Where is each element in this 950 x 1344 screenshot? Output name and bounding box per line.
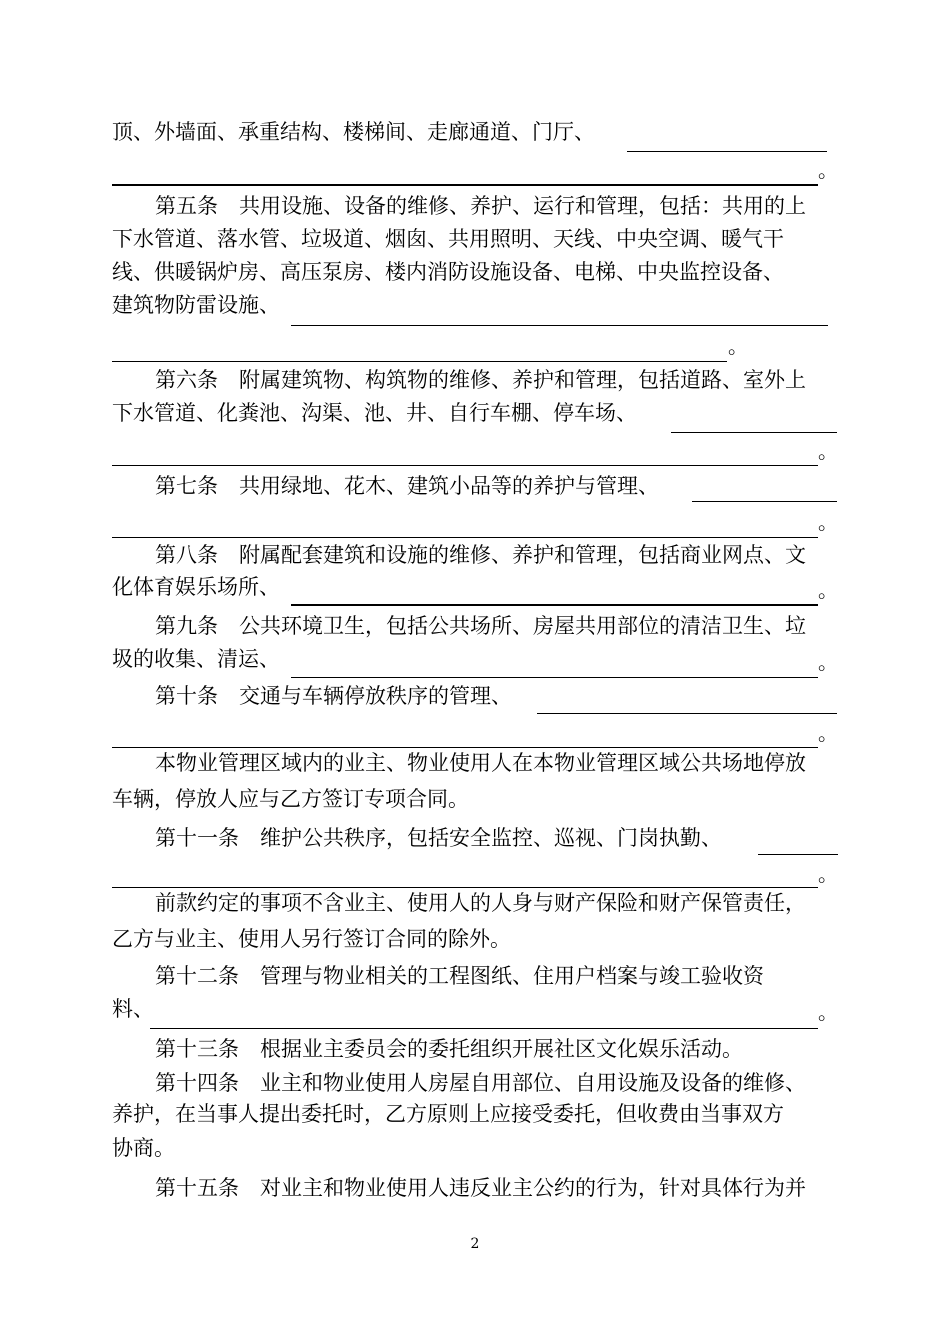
- article-5-line: 建筑物防雷设施、: [112, 293, 280, 317]
- article-12-line: 料、: [112, 997, 154, 1021]
- fill-blank-line: [112, 184, 818, 186]
- period: 。: [818, 721, 838, 745]
- fill-blank-line: [692, 501, 837, 502]
- fill-blank-line: [112, 887, 818, 888]
- article-11-line: 第十一条 维护公共秩序，包括安全监控、巡视、门岗执勤、: [155, 826, 722, 850]
- fill-blank-line: [291, 604, 818, 606]
- period: 。: [818, 510, 838, 534]
- period: 。: [728, 334, 748, 358]
- fill-blank-line: [537, 713, 837, 714]
- article-9-line: 第九条 公共环境卫生，包括公共场所、房屋共用部位的清洁卫生、垃: [155, 614, 806, 638]
- fill-blank-line: [112, 465, 818, 466]
- article-8-line: 第八条 附属配套建筑和设施的维修、养护和管理，包括商业网点、文: [155, 543, 806, 567]
- fill-blank-line: [112, 537, 818, 538]
- period: 。: [818, 439, 838, 463]
- fill-blank-line: [150, 1028, 818, 1029]
- text-line: 顶、外墙面、承重结构、楼梯间、走廊通道、门厅、: [112, 120, 595, 144]
- article-15-line: 第十五条 对业主和物业使用人违反业主公约的行为，针对具体行为并: [155, 1176, 806, 1200]
- article-5-line: 线、供暖锅炉房、高压泵房、楼内消防设施设备、电梯、中央监控设备、: [112, 260, 784, 284]
- paragraph-line: 本物业管理区域内的业主、物业使用人在本物业管理区域公共场地停放: [155, 751, 806, 775]
- fill-blank-line: [112, 361, 727, 362]
- article-14-line: 养护，在当事人提出委托时，乙方原则上应接受委托，但收费由当事双方: [112, 1102, 784, 1126]
- fill-blank-line: [291, 325, 828, 326]
- page-number: 2: [470, 1236, 480, 1252]
- article-6-line: 第六条 附属建筑物、构筑物的维修、养护和管理，包括道路、室外上: [155, 368, 806, 392]
- article-7-line: 第七条 共用绿地、花木、建筑小品等的养护与管理、: [155, 474, 659, 498]
- paragraph-line: 车辆，停放人应与乙方签订专项合同。: [112, 787, 469, 811]
- article-9-line: 圾的收集、清运、: [112, 647, 280, 671]
- article-13-line: 第十三条 根据业主委员会的委托组织开展社区文化娱乐活动。: [155, 1037, 743, 1061]
- article-6-line: 下水管道、化粪池、沟渠、池、井、自行车棚、停车场、: [112, 401, 637, 425]
- fill-blank-line: [627, 151, 827, 152]
- fill-blank-line: [758, 854, 838, 855]
- article-12-line: 第十二条 管理与物业相关的工程图纸、住用户档案与竣工验收资: [155, 964, 764, 988]
- article-14-line: 协商。: [112, 1136, 175, 1160]
- article-10-line: 第十条 交通与车辆停放秩序的管理、: [155, 684, 512, 708]
- article-5-line: 下水管道、落水管、垃圾道、烟囱、共用照明、天线、中央空调、暖气干: [112, 227, 784, 251]
- period: 。: [818, 1000, 838, 1024]
- fill-blank-line: [112, 747, 818, 748]
- paragraph-line: 乙方与业主、使用人另行签订合同的除外。: [112, 927, 511, 951]
- article-8-line: 化体育娱乐场所、: [112, 575, 280, 599]
- article-14-line: 第十四条 业主和物业使用人房屋自用部位、自用设施及设备的维修、: [155, 1071, 806, 1095]
- period: 。: [818, 862, 838, 886]
- fill-blank-line: [291, 677, 818, 678]
- period: 。: [818, 578, 838, 602]
- article-5-line: 第五条 共用设施、设备的维修、养护、运行和管理，包括：共用的上: [155, 194, 806, 218]
- paragraph-line: 前款约定的事项不含业主、使用人的人身与财产保险和财产保管责任，: [155, 891, 806, 915]
- period: 。: [818, 650, 838, 674]
- period: 。: [818, 158, 838, 182]
- fill-blank-line: [671, 432, 837, 433]
